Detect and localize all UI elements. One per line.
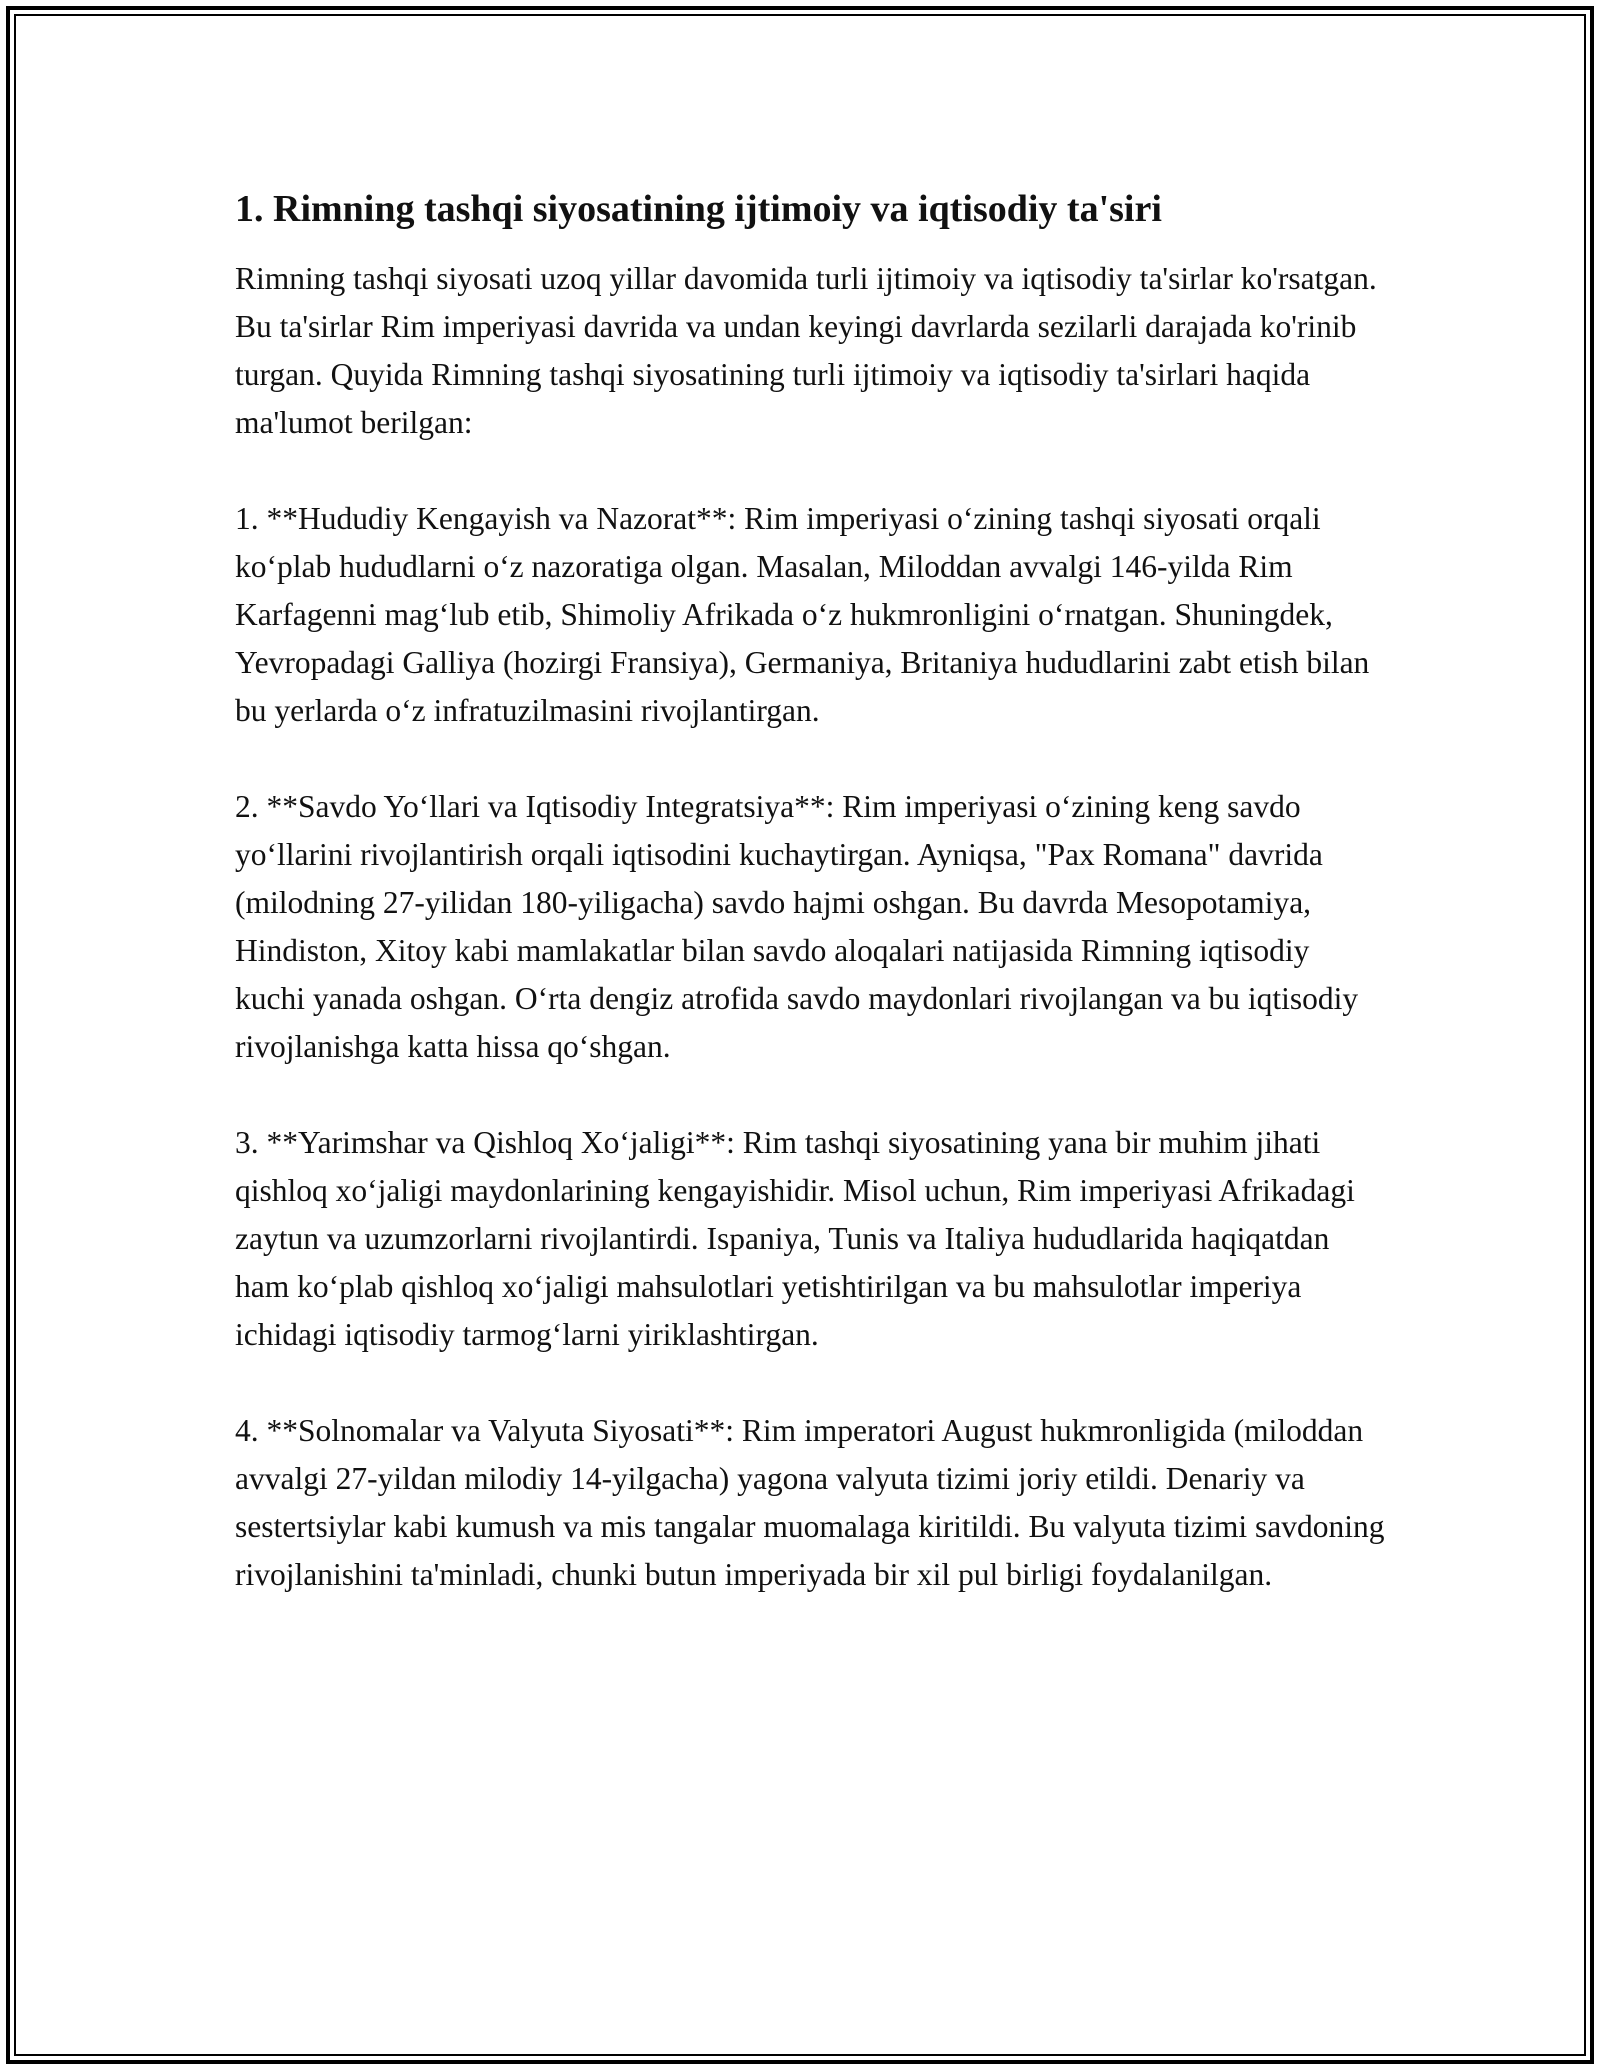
document-body <box>235 185 1385 1647</box>
section-paragraph-3: 3. **Yarimshar va Qishloq Xo‘jaligi**: Rim tashqi siyosatining yana bir muhim jihati qishloq xo‘jaligi maydonlarining kengayishidir. Misol uchun, Rim imperiyasi Afrikadagi zaytun va uzumzorlarni rivojlantirdi. Ispaniya, Tunis va Italiya hududlarida haqiqatdan ham ko‘plab qishloq xo‘jaligi mahsulotlari yetishtirilgan va bu mahsulotlar imperiya ichidagi iqtisodiy tarmog‘larni yiriklashtirgan. <box>235 1125 1355 1352</box>
section-paragraph-1: 1. **Hududiy Kengayish va Nazorat**: Rim imperiyasi o‘zining tashqi siyosati orqali ko‘plab hududlarni o‘z nazoratiga olgan. Masalan, Miloddan avvalgi 146-yilda Rim Karfagenni mag‘lub etib, Shimoliy Afrikada o‘z hukmronligini o‘rnatgan. Shuningdek, Yevropadagi Galliya (hozirgi Fransiya), Germaniya, Britaniya hududlarini zabt etish bilan bu yerlarda o‘z infratuzilmasini rivojlantirgan. <box>235 501 1370 728</box>
section-paragraph-4: 4. **Solnomalar va Valyuta Siyosati**: Rim imperatori August hukmronligida (miloddan avvalgi 27-yildan milodiy 14-yilgacha) yagona valyuta tizimi joriy etildi. Denariy va sestertsiylar kabi kumush va mis tangalar muomalaga kiritildi. Bu valyuta tizimi savdoning rivojlanishini ta'minladi, chunki butun imperiyada bir xil pul birligi foydalanilgan. <box>235 1413 1385 1592</box>
intro-paragraph: Rimning tashqi siyosati uzoq yillar davomida turli ijtimoiy va iqtisodiy ta'sirlar ko'rsatgan. Bu ta'sirlar Rim imperiyasi davrida va undan keyingi davrlarda sezilarli darajada ko'rinib turgan. Quyida Rimning tashqi siyosatining turli ijtimoiy va iqtisodiy ta'sirlari haqida ma'lumot berilgan: <box>235 261 1377 440</box>
section-paragraph-2: 2. **Savdo Yo‘llari va Iqtisodiy Integratsiya**: Rim imperiyasi o‘zining keng savdo yo‘llarini rivojlantirish orqali iqtisodini kuchaytirgan. Ayniqsa, "Pax Romana" davrida (milodning 27-yilidan 180-yiligacha) savdo hajmi oshgan. Bu davrda Mesopotamiya, Hindiston, Xitoy kabi mamlakatlar bilan savdo aloqalari natijasida Rimning iqtisodiy kuchi yanada oshgan. O‘rta dengiz atrofida savdo maydonlari rivojlangan va bu iqtisodiy rivojlanishga katta hissa qo‘shgan. <box>235 789 1359 1064</box>
document-title: 1. Rimning tashqi siyosatining ijtimoiy va iqtisodiy ta'siri <box>235 188 1162 230</box>
